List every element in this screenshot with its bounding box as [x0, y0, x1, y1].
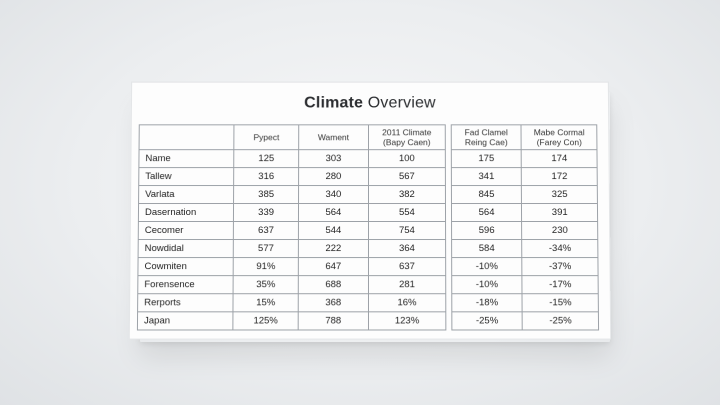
title-bold-part: Climate [304, 94, 364, 112]
table-cell: 554 [368, 204, 445, 222]
table-row [137, 312, 598, 330]
table-cell: 230 [522, 221, 598, 239]
table-cell: 172 [522, 168, 598, 186]
table-cell: 125% [233, 312, 298, 330]
header-line: Pypect [253, 132, 280, 143]
column-header-fad-clamel [451, 125, 522, 150]
row-label: Cecomer [138, 221, 234, 239]
table-cell: 35% [233, 276, 298, 294]
table-cell: 15% [233, 294, 298, 312]
table-cell: 341 [451, 168, 522, 186]
table-cell: -18% [451, 294, 522, 312]
table-cell: 391 [522, 204, 598, 222]
table-row [138, 276, 598, 294]
row-label: Name [139, 150, 234, 168]
row-label: Tallew [139, 168, 234, 186]
header-row [139, 125, 597, 150]
header-line: Mabe Cormal [533, 127, 585, 138]
header-line: (Farey Con) [536, 137, 582, 148]
table-cell: 567 [368, 168, 445, 186]
table-cell: 637 [368, 258, 445, 276]
table-cell: -25% [451, 312, 522, 330]
document-sheet [129, 82, 611, 340]
table-cell: -15% [522, 294, 598, 312]
column-header-wament [298, 125, 368, 150]
table-cell: 340 [298, 186, 368, 204]
table-cell: 564 [451, 204, 522, 222]
table-cell: 647 [298, 258, 368, 276]
table-cell: 222 [298, 240, 368, 258]
row-label: Rerports [138, 294, 234, 312]
table-cell: 91% [234, 258, 299, 276]
table-cell: 303 [298, 150, 368, 168]
table-cell: 125 [234, 150, 298, 168]
table-cell: 564 [298, 204, 368, 222]
row-label: Varlata [139, 186, 235, 204]
table-cell: -34% [522, 240, 598, 258]
document-title [132, 95, 608, 113]
table-row [138, 294, 599, 312]
table-row [138, 258, 598, 276]
row-label: Nowdidal [138, 240, 234, 258]
table-cell: 364 [368, 240, 445, 258]
table-row [138, 240, 598, 258]
table-cell: 385 [234, 186, 298, 204]
row-label: Japan [137, 312, 233, 330]
table-cell: -25% [523, 312, 599, 330]
table-cell: 596 [451, 221, 522, 239]
table-cell: 754 [368, 221, 445, 239]
table-row [138, 204, 597, 222]
header-line: Reing Cae) [464, 137, 508, 148]
table-cell: 316 [234, 168, 298, 186]
title-rest-part: Overview [367, 94, 436, 112]
table-body [137, 150, 598, 330]
header-line: Wament [317, 132, 350, 143]
table-row [139, 186, 598, 204]
column-header-label [139, 125, 234, 150]
column-header-pypect [234, 125, 298, 150]
table-cell: 281 [368, 276, 445, 294]
table-cell: -10% [451, 276, 522, 294]
column-header-mabe-cormal [521, 125, 597, 150]
table-row [138, 221, 598, 239]
table-cell: 16% [368, 294, 445, 312]
table-cell: -17% [522, 276, 598, 294]
table-cell: 382 [368, 186, 445, 204]
table-cell: -37% [522, 258, 598, 276]
table-header [139, 125, 597, 150]
table-row [139, 168, 598, 186]
table-cell: -10% [451, 258, 522, 276]
row-label: Dasernation [138, 204, 234, 222]
table-cell: 688 [298, 276, 368, 294]
table-cell: 845 [451, 186, 522, 204]
table-row [139, 150, 597, 168]
table-cell: 175 [451, 150, 522, 168]
table-cell: 577 [234, 240, 298, 258]
column-header-2011-climate [368, 125, 445, 150]
header-line: 2011 Climate [382, 127, 432, 138]
row-label: Forensence [138, 276, 234, 294]
table-cell: 325 [522, 186, 598, 204]
table-cell: 174 [522, 150, 598, 168]
table-cell: 544 [298, 221, 368, 239]
table-cell: 339 [234, 204, 298, 222]
climate-table [137, 124, 599, 330]
table-cell: 637 [234, 221, 298, 239]
table-cell: 123% [368, 312, 445, 330]
table-cell: 100 [368, 150, 445, 168]
table-cell: 584 [451, 240, 522, 258]
header-line: (Bapy Caen) [382, 137, 431, 148]
table-cell: 280 [298, 168, 368, 186]
header-line: Fad Clamel [464, 127, 508, 138]
row-label: Cowmiten [138, 258, 234, 276]
table-cell: 788 [298, 312, 369, 330]
table-cell: 368 [298, 294, 368, 312]
